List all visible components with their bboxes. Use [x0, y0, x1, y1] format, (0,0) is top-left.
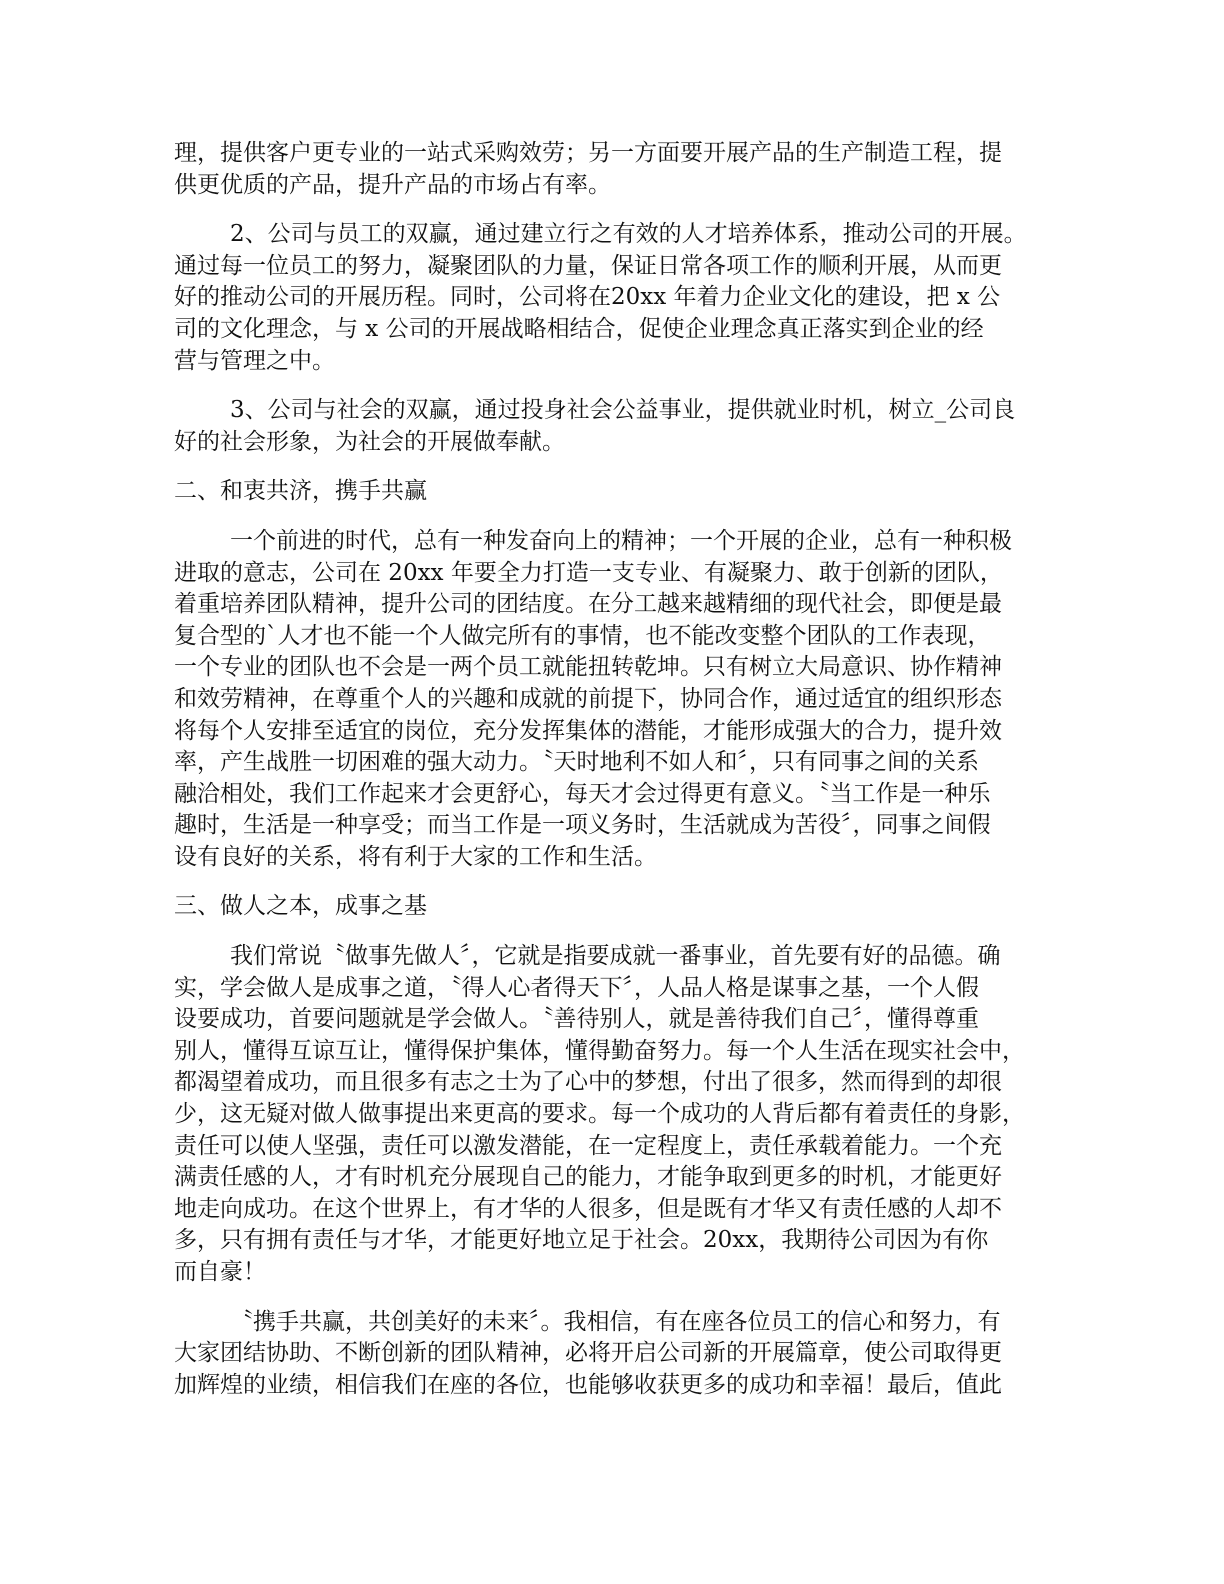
- text-line: 融洽相处，我们工作起来才会更舒心，每天才会过得更有意义。〝当工作是一种乐: [174, 780, 991, 807]
- heading-text: 三、做人之本，成事之基: [174, 893, 427, 920]
- text-line: 趣时，生活是一种享受；而当工作是一项义务时，生活就成为苦役〞，同事之间假: [174, 812, 991, 839]
- text-line: 责任可以使人坚强，责任可以激发潜能，在一定程度上，责任承载着能力。一个充: [174, 1132, 1002, 1159]
- text-line: 大家团结协助、不断创新的团队精神，必将开启公司新的开展篇章，使公司取得更: [174, 1340, 1002, 1367]
- text-line: 营与管理之中。: [174, 347, 335, 374]
- paragraph-1: [174, 138, 1044, 201]
- text-line: 一个专业的团队也不会是一两个员工就能扭转乾坤。只有树立大局意识、协作精神: [174, 654, 1002, 681]
- text-line: 满责任感的人，才有时机充分展现自己的能力，才能争取到更多的时机，才能更好: [174, 1164, 1002, 1191]
- text-line: 司的文化理念，与 x 公司的开展战略相结合，促使企业理念真正落实到企业的经: [174, 315, 984, 342]
- text-line: 都渴望着成功，而且很多有志之士为了心中的梦想，付出了很多，然而得到的却很: [174, 1069, 1002, 1096]
- text-line: 着重培养团队精神，提升公司的团结度。在分工越来越精细的现代社会，即便是最: [174, 591, 1002, 618]
- text-line: 2、公司与员工的双赢，通过建立行之有效的人才培养体系，推动公司的开展。: [230, 221, 1027, 248]
- document-page: [174, 138, 1044, 1419]
- text-line: 和效劳精神，在尊重个人的兴趣和成就的前提下，协同合作，通过适宜的组织形态: [174, 685, 1002, 712]
- text-line: 设要成功，首要问题就是学会做人。〝善待别人，就是善待我们自己〞，懂得尊重: [174, 1006, 979, 1033]
- text-line: 〝携手共赢，共创美好的未来〞。我相信，有在座各位员工的信心和努力，有: [230, 1308, 1001, 1335]
- paragraph-2: [174, 219, 1044, 377]
- text-line: 理，提供客户更专业的一站式采购效劳；另一方面要开展产品的生产制造工程，提: [174, 140, 1002, 166]
- paragraph-4: [174, 526, 1044, 874]
- text-line: 别人，懂得互谅互让，懂得保护集体，懂得勤奋努力。每一个人生活在现实社会中，: [174, 1037, 1025, 1064]
- text-line: 率，产生战胜一切困难的强大动力。〝天时地利不如人和〞，只有同事之间的关系: [174, 749, 979, 776]
- text-line: 加辉煌的业绩，相信我们在座的各位，也能够收获更多的成功和幸福！最后，值此: [174, 1371, 1002, 1398]
- section-heading-3: [174, 891, 1044, 923]
- text-line: 我们常说〝做事先做人〞，它就是指要成就一番事业，首先要有好的品德。确: [230, 943, 1001, 970]
- text-line: 通过每一位员工的努力，凝聚团队的力量，保证日常各项工作的顺利开展，从而更: [174, 252, 1002, 279]
- text-line: 复合型的`人才也不能一个人做完所有的事情，也不能改变整个团队的工作表现，: [174, 622, 991, 649]
- paragraph-6: [174, 1307, 1044, 1402]
- text-line: 实，学会做人是成事之道，〝得人心者得天下〞，人品人格是谋事之基，一个人假: [174, 974, 979, 1001]
- text-line: 供更优质的产品，提升产品的市场占有率。: [174, 171, 611, 198]
- section-heading-2: [174, 476, 1044, 508]
- heading-text: 二、和衷共济，携手共赢: [174, 478, 427, 505]
- text-line: 设有良好的关系，将有利于大家的工作和生活。: [174, 843, 657, 870]
- text-line: 一个前进的时代，总有一种发奋向上的精神；一个开展的企业，总有一种积极: [230, 527, 1012, 554]
- text-line: 少，这无疑对做人做事提出来更高的要求。每一个成功的人背后都有着责任的身影，: [174, 1101, 1025, 1128]
- paragraph-3: [174, 395, 1044, 458]
- text-line: 地走向成功。在这个世界上，有才华的人很多，但是既有才华又有责任感的人却不: [174, 1195, 1002, 1222]
- text-line: 而自豪！: [174, 1259, 266, 1285]
- text-line: 好的推动公司的开展历程。同时，公司将在20xx 年着力企业文化的建设，把 x 公: [174, 284, 1001, 311]
- text-line: 3、公司与社会的双赢，通过投身社会公益事业，提供就业时机，树立_公司良: [230, 397, 1016, 424]
- text-line: 进取的意志，公司在 20xx 年要全力打造一支专业、有凝聚力、敢于创新的团队，: [174, 559, 1003, 586]
- text-line: 好的社会形象，为社会的开展做奉献。: [174, 428, 565, 455]
- paragraph-5: [174, 941, 1044, 1289]
- text-line: 将每个人安排至适宜的岗位，充分发挥集体的潜能，才能形成强大的合力，提升效: [174, 717, 1002, 744]
- text-line: 多，只有拥有责任与才华，才能更好地立足于社会。20xx，我期待公司因为有你: [174, 1227, 989, 1254]
